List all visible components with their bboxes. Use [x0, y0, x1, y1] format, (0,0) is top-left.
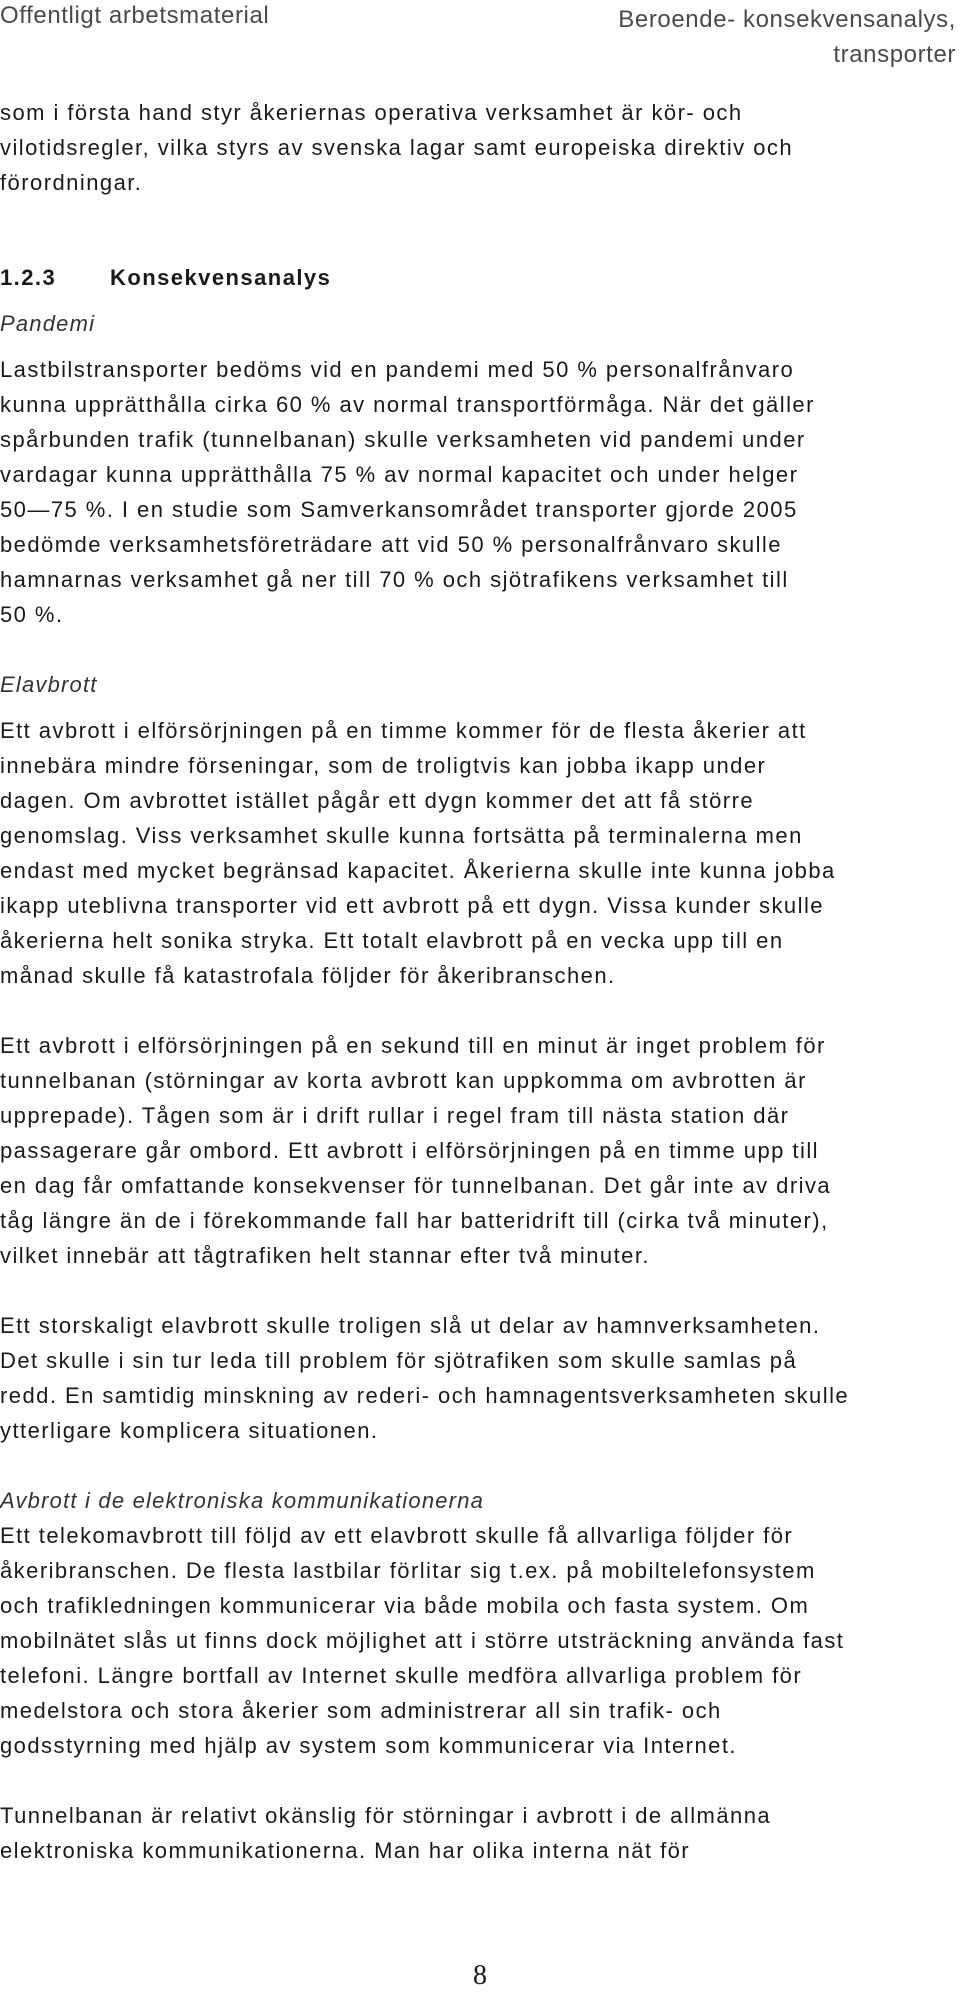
- page-number: 8: [473, 1960, 487, 1991]
- paragraph-elavbrott-3: Ett storskaligt elavbrott skulle troligen slå ut delar av hamnverksamheten. Det skulle i sin tur leda till problem för sjötrafiken som skulle samlas på redd. En samtidig minskning av rederi- och hamnagentsverksamheten skulle ytterligare komplicera situationen.: [0, 1313, 850, 1443]
- section-number: 1.2.3: [0, 265, 57, 290]
- page-header: [0, 0, 960, 80]
- header-document-title: Beroende- konsekvensanalys, transporter: [618, 6, 956, 68]
- intro-paragraph: som i första hand styr åkeriernas operativa verksamhet är kör- och vilotidsregler, vilka styrs av svenska lagar samt europeiska direktiv och förordningar.: [0, 100, 794, 195]
- subheading-pandemi: Pandemi: [0, 311, 96, 336]
- paragraph-pandemi: Lastbilstransporter bedöms vid en pandemi med 50 % personalfrånvaro kunna upprätthålla cirka 60 % av normal transportförmåga. När det gäller spårbunden trafik (tunnelbanan) skulle verksamheten vid pandemi under vardagar kunna upprätthålla 75 % av normal kapacitet och under helger 50—75 %. I en studie som Samverkansområdet transporter gjorde 2005 bedömde verksamhetsföreträdare att vid 50 % personalfrånvaro skulle hamnarnas verksamhet gå ner till 70 % och sjötrafikens verksamhet till 50 %.: [0, 357, 815, 627]
- paragraph-telekom-1: Ett telekomavbrott till följd av ett elavbrott skulle få allvarliga följder för åkeribranschen. De flesta lastbilar förlitar sig t.ex. på mobiltelefonsystem och trafikledningen kommunicerar via både mobila och fasta system. Om mobilnätet slås ut finns dock möjlighet att i större utsträckning använda fast telefoni. Längre bortfall av Internet skulle medföra allvarliga problem för medelstora och stora åkerier som administrerar all sin trafik- och godsstyrning med hjälp av system som kommunicerar via Internet.: [0, 1523, 845, 1758]
- paragraph-elavbrott-2: Ett avbrott i elförsörjningen på en sekund till en minut är inget problem för tunnelbanan (störningar av korta avbrott kan uppkomma om avbrotten är upprepade). Tågen som är i drift rullar i regel fram till nästa station där passagerare går ombord. Ett avbrott i elförsörjningen på en timme upp till en dag får omfattande konsekvenser för tunnelbanan. Det går inte av driva tåg längre än de i förekommande fall har batteridrift till (cirka två minuter), vilket innebär att tågtrafiken helt stannar efter två minuter.: [0, 1033, 832, 1268]
- section-title: Konsekvensanalys: [110, 265, 332, 290]
- subheading-telekom: Avbrott i de elektroniska kommunikationerna: [0, 1488, 485, 1513]
- paragraph-telekom-2: Tunnelbanan är relativt okänslig för störningar i avbrott i de allmänna elektroniska kommunikationerna. Man har olika interna nät för: [0, 1803, 772, 1863]
- document-body: [0, 95, 950, 1868]
- subheading-elavbrott: Elavbrott: [0, 672, 98, 697]
- header-classification: Offentligt arbetsmaterial: [0, 2, 270, 29]
- section-heading: [0, 260, 950, 295]
- paragraph-elavbrott-1: Ett avbrott i elförsörjningen på en timme kommer för de flesta åkerier att innebära mindre förseningar, som de troligtvis kan jobba ikapp under dagen. Om avbrottet istället pågår ett dygn kommer det att få större genomslag. Viss verksamhet skulle kunna fortsätta på terminalerna men endast med mycket begränsad kapacitet. Åkerierna skulle inte kunna jobba ikapp uteblivna transporter vid ett avbrott på ett dygn. Vissa kunder skulle åkerierna helt sonika stryka. Ett totalt elavbrott på en vecka upp till en månad skulle få katastrofala följder för åkeribranschen.: [0, 718, 836, 988]
